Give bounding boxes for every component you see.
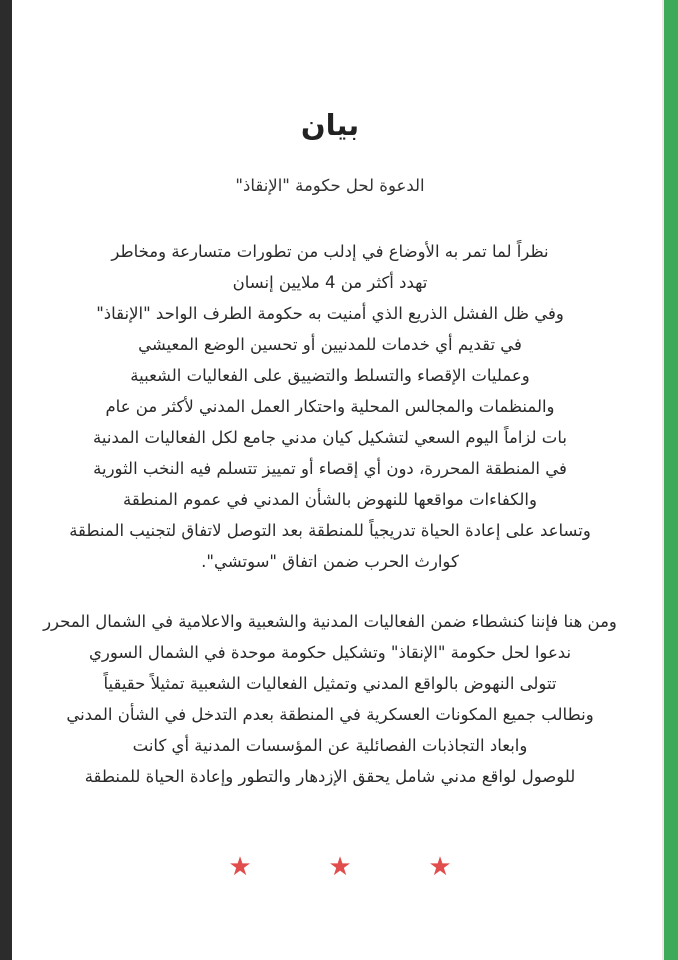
green-accent-stripe [664, 0, 678, 960]
paragraph-line: والمنظمات والمجالس المحلية واحتكار العمل المدني لأكثر من عام [105, 397, 555, 416]
statement-document [40, 0, 620, 960]
paragraph-line: بات لزاماً اليوم السعي لتشكيل كيان مدني جامع لكل الفعاليات المدنية [93, 428, 567, 447]
paragraph-line: كوارث الحرب ضمن اتفاق "سوتشي". [201, 552, 459, 571]
paragraph-line: للوصول لواقع مدني شامل يحقق الإزدهار والتطور وإعادة الحياة للمنطقة [84, 767, 576, 786]
paragraph-line: نظراً لما تمر به الأوضاع في إدلب من تطورات متسارعة ومخاطر [111, 242, 549, 261]
paragraph-line: والكفاءات مواقعها للنهوض بالشأن المدني في عموم المنطقة [123, 490, 537, 509]
paragraph-line: تهدد أكثر من 4 ملايين إنسان [232, 273, 428, 292]
paragraph-line: في تقديم أي خدمات للمدنيين أو تحسين الوضع المعيشي [138, 335, 522, 354]
paragraph-line: وابعاد التجاذبات الفصائلية عن المؤسسات المدنية أي كانت [132, 736, 528, 755]
paragraph-line: تتولى النهوض بالواقع المدني وتمثيل الفعاليات الشعبية تمثيلاً حقيقياً [103, 674, 557, 693]
red-star-icon: ★ [328, 852, 352, 882]
paragraph-line: وعمليات الإقصاء والتسلط والتضييق على الفعاليات الشعبية [130, 366, 530, 385]
paragraph-line: وتساعد على إعادة الحياة تدريجياً للمنطقة بعد التوصل لاتفاق لتجنيب المنطقة [69, 521, 591, 540]
paragraph-line: في المنطقة المحررة، دون أي إقصاء أو تمييز تتسلم فيه النخب الثورية [93, 459, 567, 478]
paragraph-line: ونطالب جميع المكونات العسكرية في المنطقة بعدم التدخل في الشأن المدني [66, 705, 594, 724]
red-star-icon: ★ [428, 852, 452, 882]
document-subtitle: الدعوة لحل حكومة "الإنقاذ" [235, 176, 425, 195]
paragraph-line: وفي ظل الفشل الذريع الذي أمنيت به حكومة الطرف الواحد "الإنقاذ" [96, 304, 564, 323]
paragraph-intro [40, 236, 620, 577]
star-row [40, 854, 620, 888]
red-star-icon: ★ [228, 852, 252, 882]
paragraph-demands [40, 606, 620, 792]
paragraph-line: ومن هنا فإننا كنشطاء ضمن الفعاليات المدنية والشعبية والاعلامية في الشمال المحرر [43, 612, 617, 631]
left-border [0, 0, 12, 960]
paragraph-line: ندعوا لحل حكومة "الإنقاذ" وتشكيل حكومة موحدة في الشمال السوري [88, 643, 572, 662]
document-title: بيان [300, 108, 360, 142]
